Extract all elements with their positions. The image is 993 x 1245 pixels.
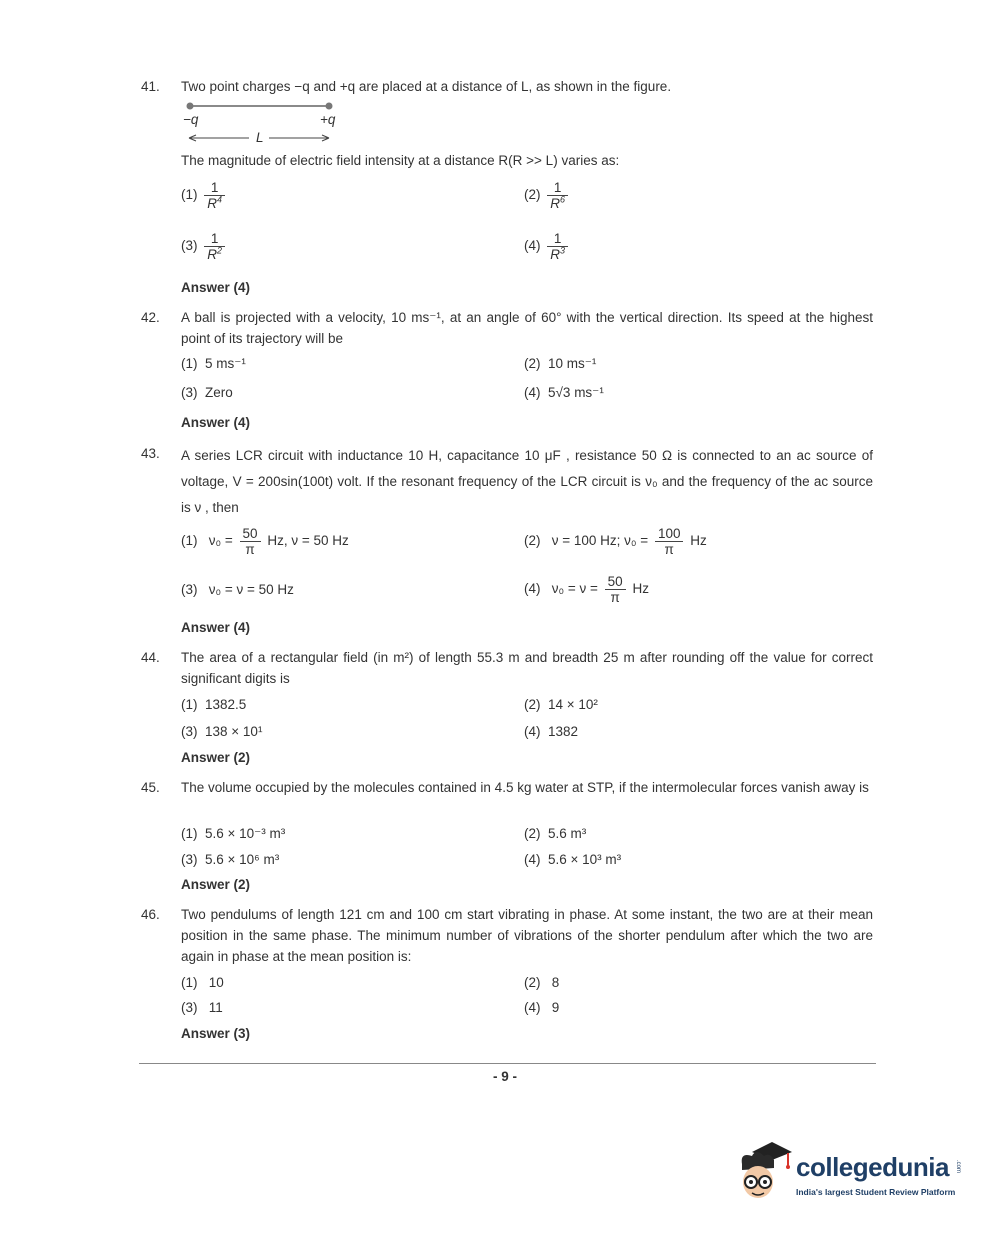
option-1: (1) 5.6 × 10⁻³ m³ (181, 826, 286, 841)
question-number: 46. (141, 907, 160, 922)
option-3: (3) $\frac{1}{R^2}$ (181, 231, 228, 262)
neg-charge-dot (187, 103, 194, 110)
question-number: 41. (141, 79, 160, 94)
option-4: (4) 9 (524, 1000, 560, 1015)
question-number: 45. (141, 780, 160, 795)
question-text: Two pendulums of length 121 cm and 100 cm start vibrating in phase. At some instant, the two are at their mean position in the same phase. The minimum number of vibrations of the shorter pendulum after which the two are again in phase at the mean position is: (181, 907, 873, 964)
option-2: (2) 10 ms⁻¹ (524, 356, 597, 371)
option-4: (4) 5√3 ms⁻¹ (524, 385, 604, 400)
option-1: (1) 10 (181, 975, 224, 990)
page-number: - 9 - (492, 1069, 517, 1084)
logo-wordmark: collegedunia (796, 1152, 949, 1182)
option-2: (2) $\frac{1}{R^6}$ (524, 180, 571, 211)
option-3: (3) 11 (181, 1000, 223, 1015)
option-3: (3) ν₀ = ν = 50 Hz (181, 582, 294, 597)
option-2: (2) ν = 100 Hz; ν₀ = $\frac{100}{\pi}$ Hz (524, 526, 707, 557)
option-1: (1) $\frac{1}{R^4}$ (181, 180, 228, 211)
answer: Answer (4) (181, 280, 251, 295)
pos-charge-dot (326, 103, 333, 110)
neg-charge-label: −q (183, 112, 199, 127)
question-text: Two point charges −q and +q are placed at a distance of L, as shown in the figure. (181, 79, 672, 94)
question-number: 42. (141, 310, 160, 325)
answer: Answer (2) (181, 750, 251, 765)
option-3: (3) Zero (181, 385, 233, 400)
option-2: (2) 5.6 m³ (524, 826, 587, 841)
question-text: A ball is projected with a velocity, 10 ms⁻¹, at an angle of 60° with the vertical direction. Its speed at the highest point of its trajectory will be (181, 310, 873, 346)
option-4: (4) 1382 (524, 724, 579, 739)
option-2: (2) 14 × 10² (524, 697, 598, 712)
question-subtext: The magnitude of electric field intensity at a distance R(R >> L) varies as: (181, 153, 620, 168)
question-number: 43. (141, 446, 160, 461)
answer: Answer (2) (181, 877, 251, 892)
option-1: (1) 5 ms⁻¹ (181, 356, 246, 371)
option-3: (3) 138 × 10¹ (181, 724, 263, 739)
answer: Answer (4) (181, 415, 251, 430)
answer: Answer (3) (181, 1026, 251, 1041)
question-number: 44. (141, 650, 160, 665)
question-text: A series LCR circuit with inductance 10 H, capacitance 10 μF , resistance 50 Ω is connected to an ac source of voltage, V = 200sin(100t) volt. If the resonant frequency of the LCR circuit is ν₀ and the frequency of the ac source is ν , then (181, 448, 873, 515)
option-4: (4) $\frac{1}{R^3}$ (524, 231, 571, 262)
logo-com: .com (955, 1160, 961, 1174)
logo-tagline: India's largest Student Review Platform (796, 1187, 956, 1197)
option-1: (1) 1382.5 (181, 697, 247, 712)
option-2: (2) 8 (524, 975, 560, 990)
option-4: (4) ν₀ = ν = $\frac{50}{\pi}$ Hz (524, 574, 649, 605)
question-text: The volume occupied by the molecules contained in 4.5 kg water at STP, if the intermolecular forces vanish away is (181, 780, 869, 795)
pos-charge-label: +q (320, 112, 336, 127)
answer: Answer (4) (181, 620, 251, 635)
mascot-icon (734, 1138, 794, 1204)
option-3: (3) 5.6 × 10⁶ m³ (181, 852, 280, 867)
question-text: The area of a rectangular field (in m²) of length 55.3 m and breadth 25 m after rounding off the value for correct significant digits is (181, 650, 873, 686)
footer-divider (139, 1063, 876, 1064)
distance-label: L (256, 130, 264, 145)
option-1: (1) ν₀ = $\frac{50}{\pi}$ Hz, ν = 50 Hz (181, 526, 349, 557)
option-4: (4) 5.6 × 10³ m³ (524, 852, 622, 867)
